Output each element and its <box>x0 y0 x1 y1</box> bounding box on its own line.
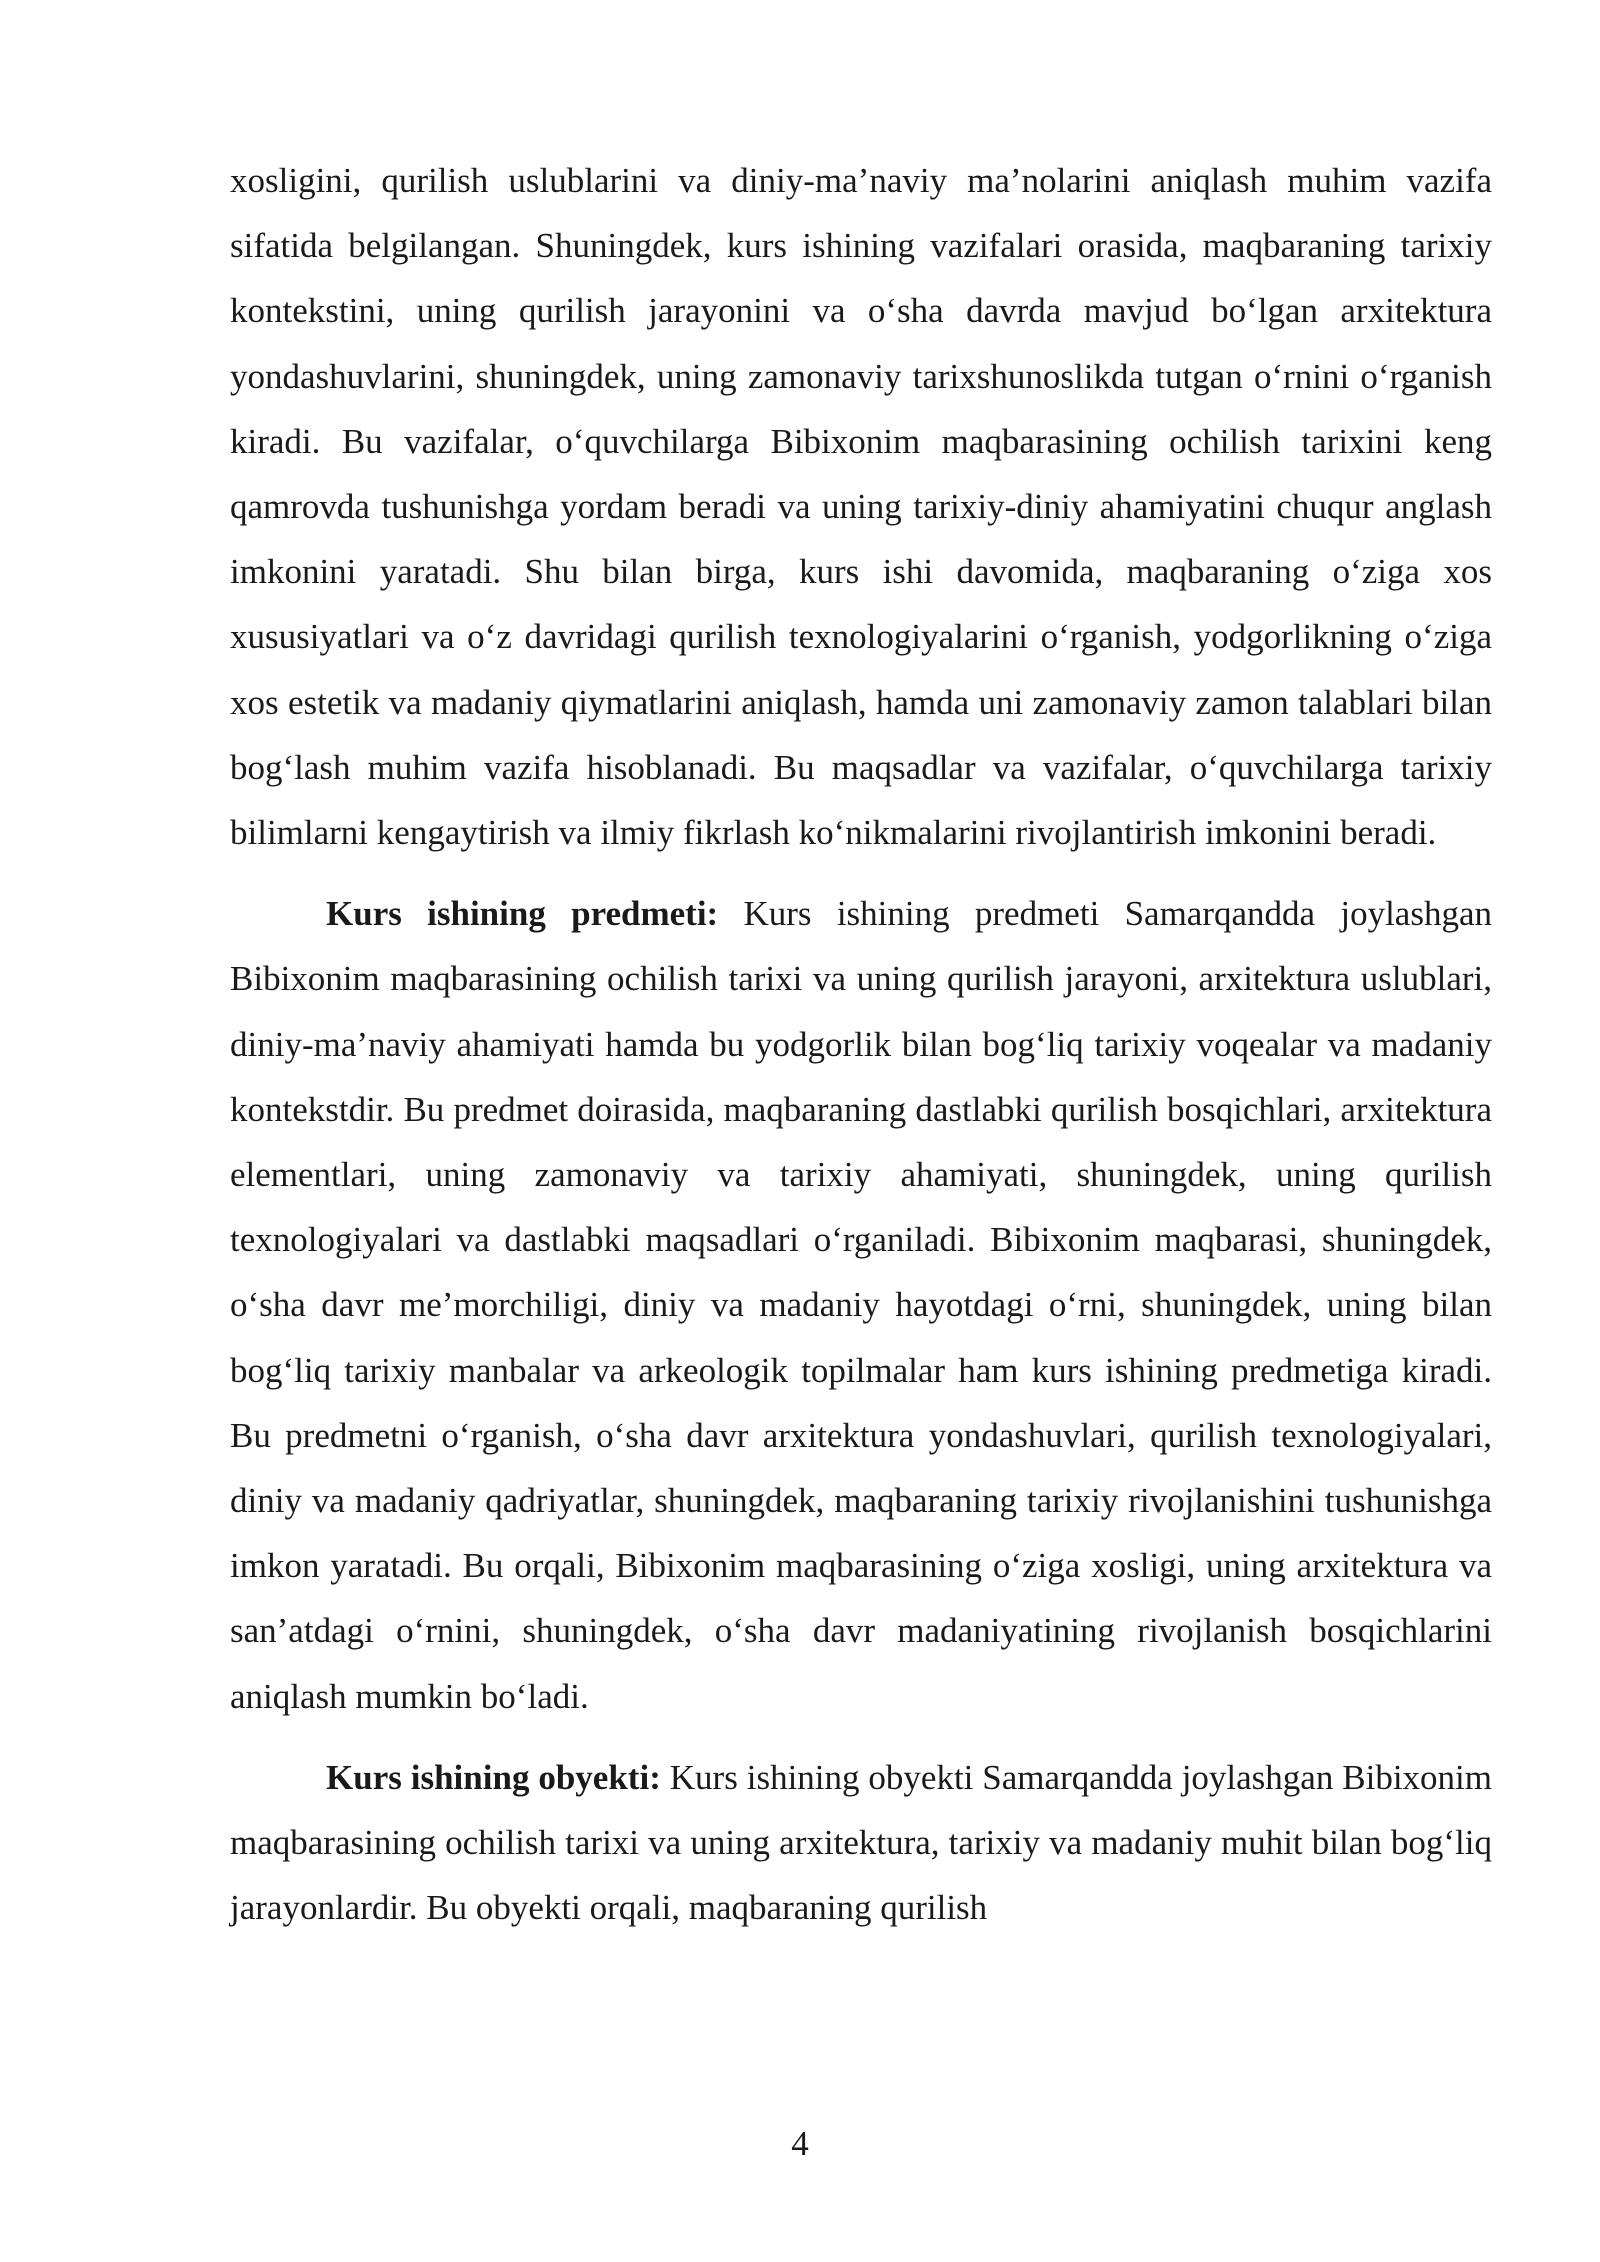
page-number: 4 <box>791 2124 809 2163</box>
body-text <box>230 148 1492 1956</box>
paragraph-lead-heading: Kurs ishining obyekti: <box>326 1757 661 1797</box>
paragraph-object <box>230 1745 1492 1941</box>
paragraph-tasks-continued <box>230 148 1492 865</box>
paragraph-text: Kurs ishining obyekti Samarqandda joylashgan Bibixonim maqbarasining ochilish tarixi va uning arxitektura, tarixiy va madaniy muhit bilan bog‘liq jarayonlardir. Bu obyekti orqali, maqbaraning qurilish <box>230 1757 1492 1928</box>
paragraph-subject <box>230 881 1492 1729</box>
paragraph-text: xosligini, qurilish uslublarini va diniy-ma’naviy ma’nolarini aniqlash muhim vazifa sifatida belgilangan. Shuningdek, kurs ishining vazifalari orasida, maqbaraning tarixiy kontekstini, uning qurilish jarayonini va o‘sha davrda mavjud bo‘lgan arxitektura yondashuvlarini, shuningdek, uning zamonaviy tarixshunoslikda tutgan o‘rnini o‘rganish kiradi. Bu vazifalar, o‘quvchilarga Bibixonim maqbarasining ochilish tarixini keng qamrovda tushunishga yordam beradi va uning tarixiy-diniy ahamiyatini chuqur anglash imkonini yaratadi. Shu bilan birga, kurs ishi davomida, maqbaraning o‘ziga xos xususiyatlari va o‘z davridagi qurilish texnologiyalarini o‘rganish, yodgorlikning o‘ziga xos estetik va madaniy qiymatlarini aniqlash, hamda uni zamonaviy zamon talablari bilan bog‘lash muhim vazifa hisoblanadi. Bu maqsadlar va vazifalar, o‘quvchilarga tarixiy bilimlarni kengaytirish va ilmiy fikrlash ko‘nikmalarini rivojlantirish imkonini beradi. <box>230 161 1492 853</box>
paragraph-lead-heading: Kurs ishining predmeti: <box>326 894 719 934</box>
paragraph-text: Kurs ishining predmeti Samarqandda joylashgan Bibixonim maqbarasining ochilish tarixi va uning qurilish jarayoni, arxitektura uslublari, diniy-ma’naviy ahamiyati hamda bu yodgorlik bilan bog‘liq tarixiy voqealar va madaniy kontekstdir. Bu predmet doirasida, maqbaraning dastlabki qurilish bosqichlari, arxitektura elementlari, uning zamonaviy va tarixiy ahamiyati, shuningdek, uning qurilish texnologiyalari va dastlabki maqsadlari o‘rganiladi. Bibixonim maqbarasi, shuningdek, o‘sha davr me’morchiligi, diniy va madaniy hayotdagi o‘rni, shuningdek, uning bilan bog‘liq tarixiy manbalar va arkeologik topilmalar ham kurs ishining predmetiga kiradi. Bu predmetni o‘rganish, o‘sha davr arxitektura yondashuvlari, qurilish texnologiyalari, diniy va madaniy qadriyatlar, shuningdek, maqbaraning tarixiy rivojlanishini tushunishga imkon yaratadi. Bu orqali, Bibixonim maqbarasining o‘ziga xosligi, uning arxitektura va san’atdagi o‘rnini, shuningdek, o‘sha davr madaniyatining rivojlanish bosqichlarini aniqlash mumkin bo‘ladi. <box>230 894 1492 1716</box>
